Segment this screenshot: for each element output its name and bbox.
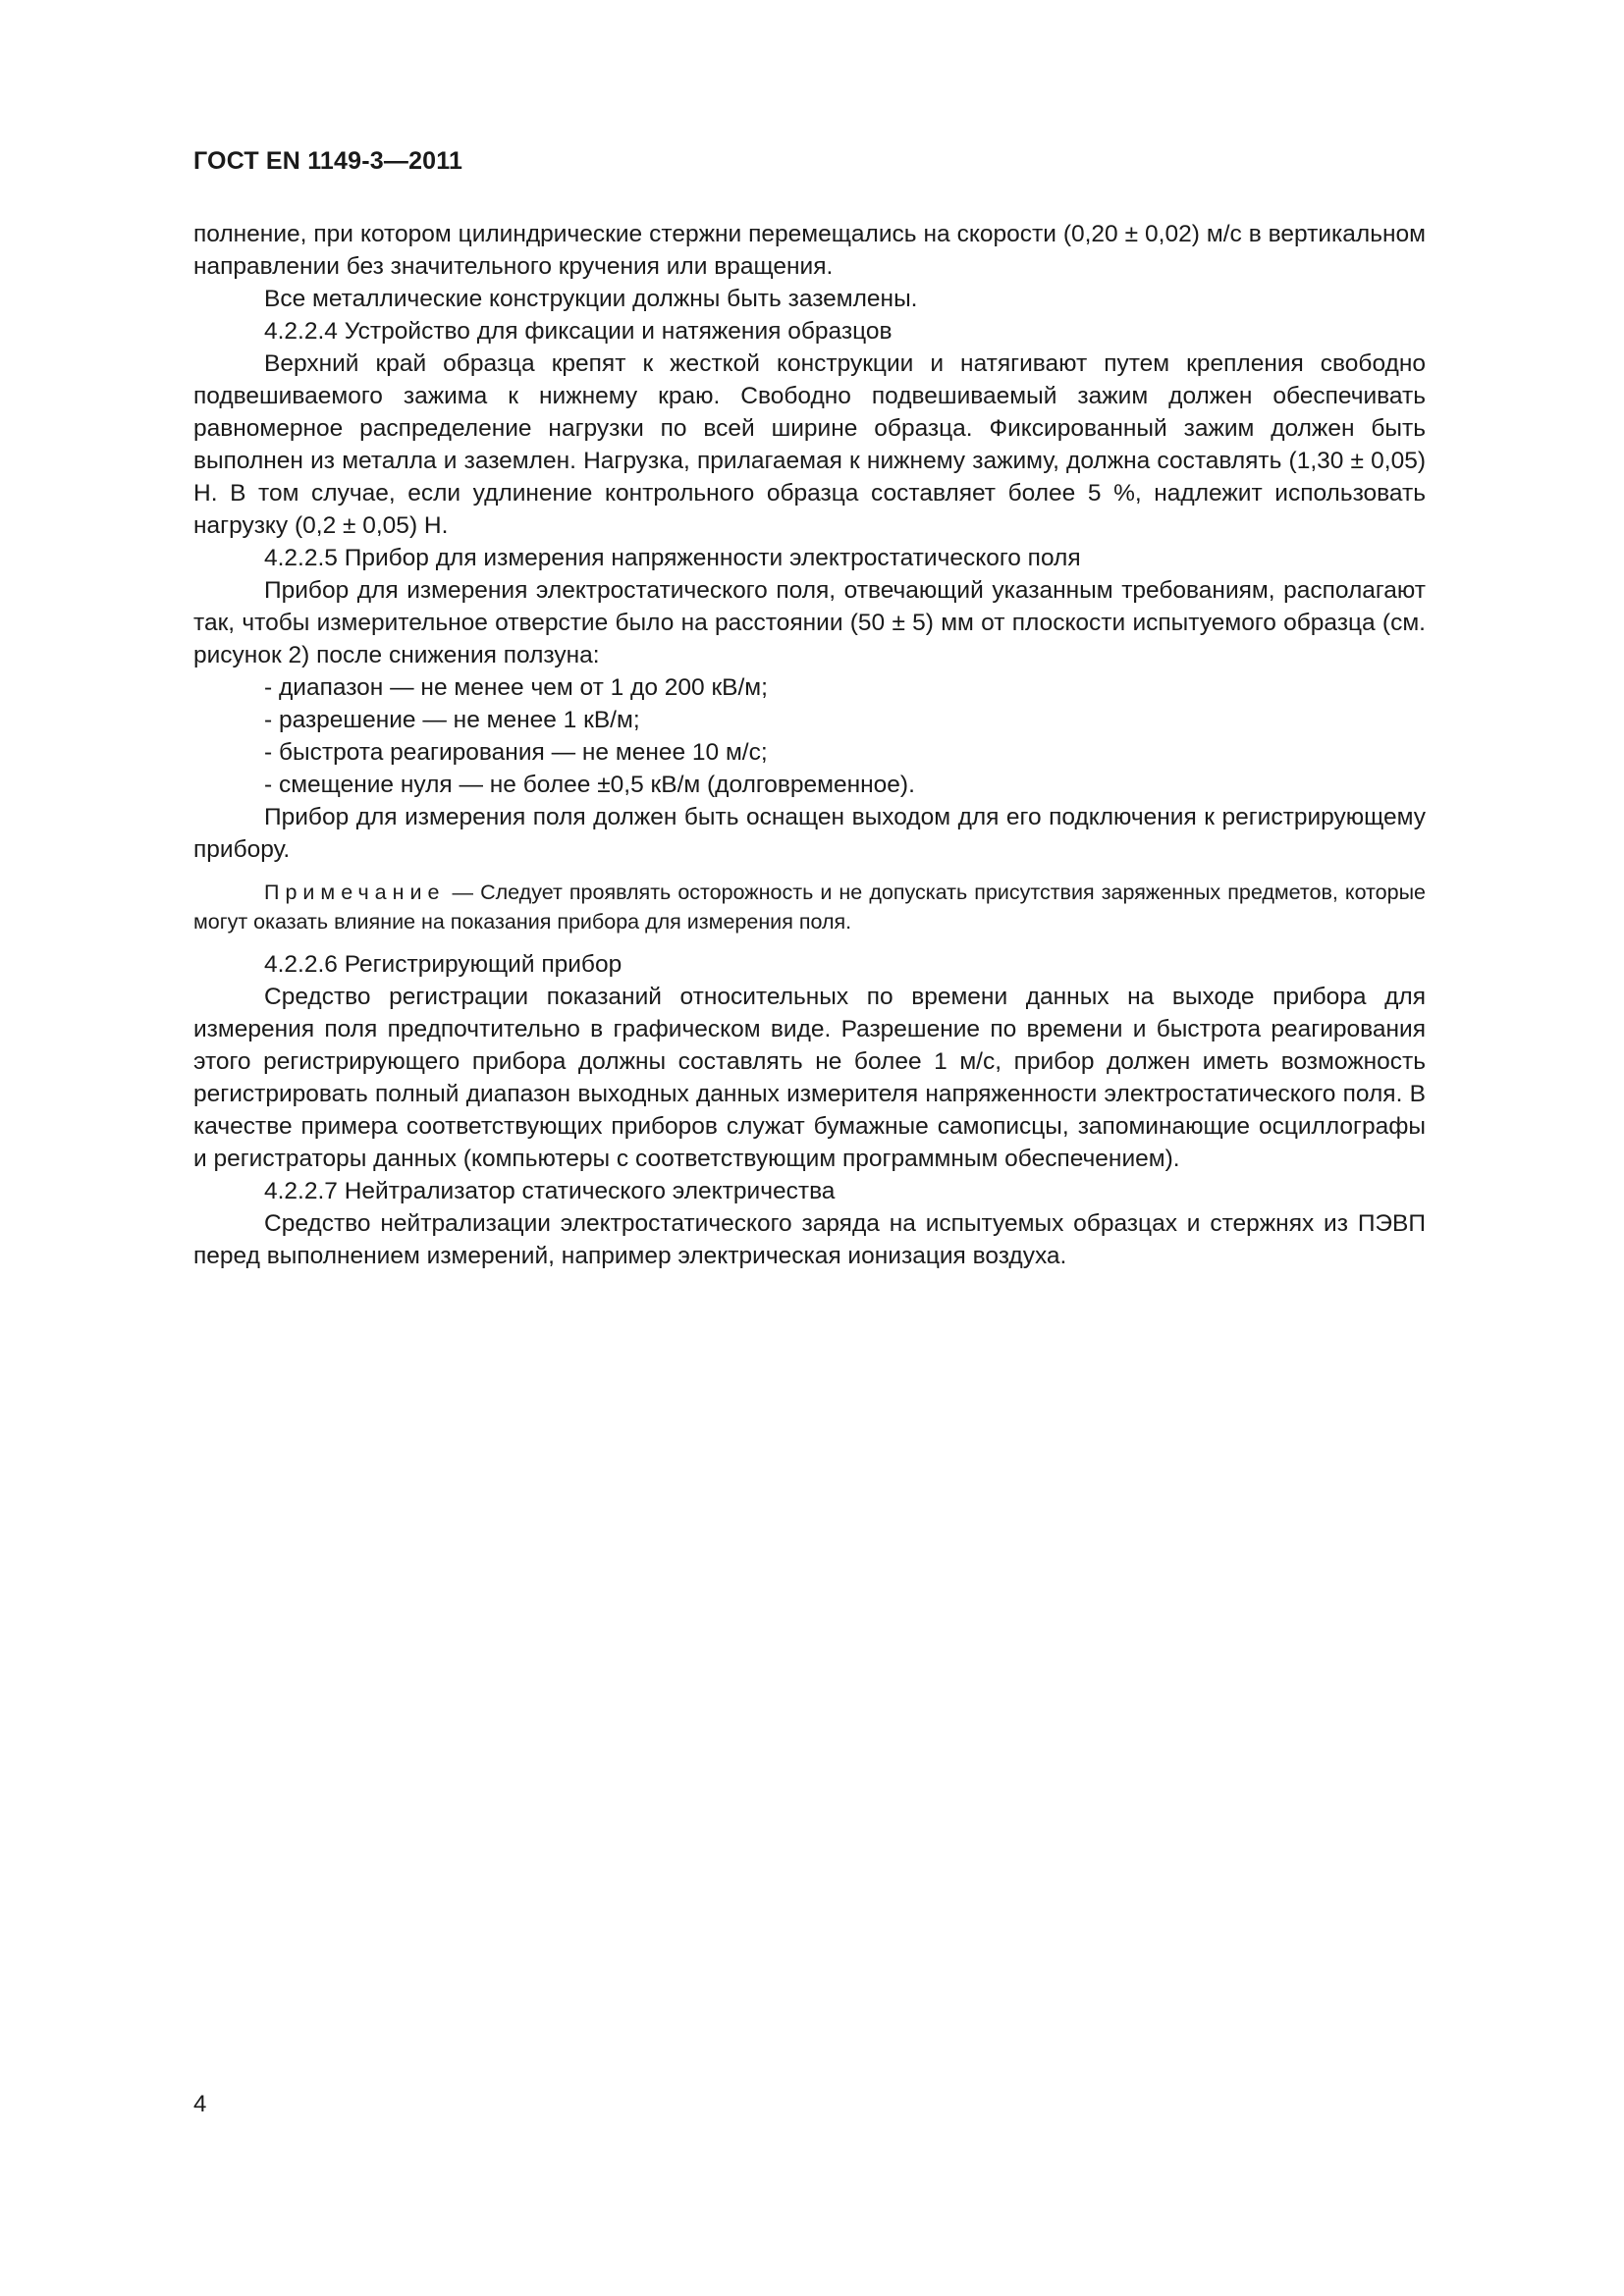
page-number: 4 — [193, 2091, 207, 2117]
document-body — [193, 218, 1426, 1272]
paragraph-meter-output: Прибор для измерения поля должен быть оснащен выходом для его подключения к регистрирующему прибору. — [193, 804, 1426, 863]
paragraph-clamp-description: Верхний край образца крепят к жесткой конструкции и натягивают путем крепления свободно подвешиваемого зажима к нижнему краю. Свободно подвешиваемый зажим должен обеспечивать равномерное распределение нагрузки по всей ширине образца. Фиксированный зажим должен быть выполнен из металла и заземлен. Нагрузка, прилагаемая к нижнему зажиму, должна составлять (1,30 ± 0,05) Н. В том случае, если удлинение контрольного образца составляет более 5 %, надлежит использовать нагрузку (0,2 ± 0,05) Н. — [193, 350, 1426, 539]
section-heading-4-2-2-7: 4.2.2.7 Нейтрализатор статического электричества — [264, 1178, 836, 1204]
note-label: Примечание — [264, 881, 446, 904]
paragraph-neutralizer: Средство нейтрализации электростатического заряда на испытуемых образцах и стержнях из ПЭВП перед выполнением измерений, например электрическая ионизация воздуха. — [193, 1210, 1426, 1269]
note-text: — Следует проявлять осторожность и не допускать присутствия заряженных предметов, которые могут оказать влияние на показания прибора для измерения поля. — [193, 881, 1426, 934]
paragraph-field-meter: Прибор для измерения электростатического поля, отвечающий указанным требованиям, располагают так, чтобы измерительное отверстие было на расстоянии (50 ± 5) мм от плоскости испытуемого образца (см. рисунок 2) после снижения ползуна: — [193, 577, 1426, 668]
section-heading-4-2-2-5: 4.2.2.5 Прибор для измерения напряженности электростатического поля — [264, 545, 1081, 571]
list-item-resolution: - разрешение — не менее 1 кВ/м; — [264, 707, 640, 733]
paragraph-grounding: Все металлические конструкции должны быть заземлены. — [264, 286, 918, 312]
list-item-range: - диапазон — не менее чем от 1 до 200 кВ/м; — [264, 674, 768, 701]
paragraph-recorder: Средство регистрации показаний относительных по времени данных на выходе прибора для измерения поля предпочтительно в графическом виде. Разрешение по времени и быстрота реагирования этого регистрирующего прибора должны составлять не более 1 м/с, прибор должен иметь возможность регистрировать полный диапазон выходных данных измерителя напряженности электростатического поля. В качестве примера соответствующих приборов служат бумажные самописцы, запоминающие осциллографы и регистраторы данных (компьютеры с соответствующим программным обеспечением). — [193, 984, 1426, 1172]
list-item-response: - быстрота реагирования — не менее 10 м/с; — [264, 739, 768, 766]
list-item-zero-drift: - смещение нуля — не более ±0,5 кВ/м (долговременное). — [264, 772, 915, 798]
note — [193, 878, 1426, 936]
document-header: ГОСТ EN 1149-3—2011 — [193, 147, 463, 175]
section-heading-4-2-2-4: 4.2.2.4 Устройство для фиксации и натяжения образцов — [264, 318, 893, 345]
paragraph-continuation: полнение, при котором цилиндрические стержни перемещались на скорости (0,20 ± 0,02) м/с в вертикальном направлении без значительного кручения или вращения. — [193, 221, 1426, 280]
section-heading-4-2-2-6: 4.2.2.6 Регистрирующий прибор — [264, 951, 623, 978]
